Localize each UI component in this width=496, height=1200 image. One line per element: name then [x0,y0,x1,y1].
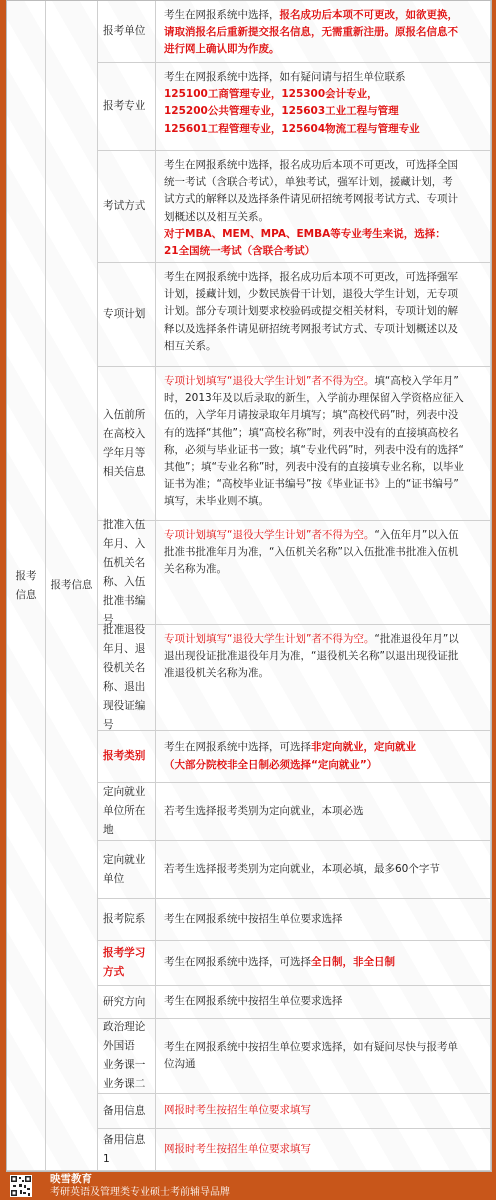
info-table [6,0,492,1172]
row-value: 考生在网报系统中按招生单位要求选择，如有疑问尽快与报考单 位沟通 [156,1019,491,1094]
row-label: 报考专业 [98,63,156,151]
row-value: 网报时考生按招生单位要求填写 [156,1129,491,1171]
row-label: 报考学习 方式 [98,941,156,986]
group-cell-level1: 报考 信息 [7,1,46,1171]
row-value: 考生在网报系统中选择，报名成功后本项不可更改，可选择全国 统一考试（含联合考试），单独考试，强军计划，援藏计划，考 试方式的解释以及选择条件请见研招统考网报考试方式、专项计 划概述以及相互关系。 对于MBA、MEM、MPA、EMBA等专业考生来说，选择： 21全国统一考试（含联合考试） [156,151,491,263]
row-label: 专项计划 [98,263,156,367]
row-value: 专项计划填写“退役大学生计划”者不得为空。“入伍年月”以入伍 批准书批准年月为准，“入伍机关名称”以入伍批准书批准入伍机 关名称为准。 [156,521,491,625]
row-label: 考试方式 [98,151,156,263]
row-label: 批准入伍 年月、入 伍机关名 称、入伍 批准书编 号 [98,521,156,625]
row-value: 考生在网报系统中选择，如有疑问请与招生单位联系 125100工商管理专业，125300会计专业， 125200公共管理专业，125603工业工程与管理 125601工程管理专业，125604物流工程与管理专业 [156,63,491,151]
row-value: 考生在网报系统中选择，报名成功后本项不可更改，如欲更换， 请取消报名后重新提交报名信息，无需重新注册。原报名信息不 进行网上确认即为作废。 [156,1,491,63]
row-value: 考生在网报系统中选择，可选择非定向就业，定向就业 （大部分院校非全日制必须选择“定向就业”） [156,731,491,783]
footer-bar [0,1172,496,1200]
row-value: 考生在网报系统中按招生单位要求选择 [156,899,491,941]
qr-code-icon [10,1175,32,1197]
row-label: 定向就业 单位 [98,841,156,899]
row-label: 批准退役 年月、退 役机关名 称、退出 现役证编 号 [98,625,156,731]
footer-slogan: 考研英语及管理类专业硕士考前辅导品牌 [50,1187,230,1198]
row-label: 定向就业 单位所在 地 [98,783,156,841]
row-value: 专项计划填写“退役大学生计划”者不得为空。“批准退役年月”以 退出现役证批准退役年月为准，“退役机关名称”以退出现役证批 准退役机关名称为准。 [156,625,491,731]
row-label: 报考单位 [98,1,156,63]
row-label: 入伍前所 在高校入 学年月等 相关信息 [98,367,156,521]
row-value: 考生在网报系统中选择，报名成功后本项不可更改，可选择强军 计划，援藏计划，少数民族骨干计划，退役大学生计划，无专项 计划。部分专项计划要求校验码或提交相关材料，专项计划的解 释以及选择条件请见研招统考网报考试方式、专项计划概述以及 相互关系。 [156,263,491,367]
row-value: 专项计划填写“退役大学生计划”者不得为空。填“高校入学年月” 时，2013年及以后录取的新生，入学前办理保留入学资格应征入 伍的，入学年月请按录取年月填写；填“高校代码”时，列表中没 有的选择“其他”；填“高校名称”时，列表中没有的直接填高校名 称，必须与毕业证书一致；填“专业代码”时，列表中没有的选择“ 其他”；填“专业名称”时，列表中没有的直接填专业名称，以毕业 证书为准；“高校毕业证书编号”按《毕业证书》上的“证书编号” 填写，未毕业则不填。 [156,367,491,521]
row-value: 考生在网报系统中选择，可选择全日制，非全日制 [156,941,491,986]
row-label: 备用信息 [98,1094,156,1129]
footer-brand: 映雪教育 [50,1173,92,1185]
row-label: 报考院系 [98,899,156,941]
row-value: 若考生选择报考类别为定向就业，本项必填，最多60个字节 [156,841,491,899]
group-cell-level2: 报考信息 [46,1,98,1171]
row-value: 若考生选择报考类别为定向就业，本项必选 [156,783,491,841]
row-label: 备用信息1 [98,1129,156,1171]
row-value: 网报时考生按招生单位要求填写 [156,1094,491,1129]
row-label: 政治理论 外国语 业务课一 业务课二 [98,1019,156,1094]
row-label: 报考类别 [98,731,156,783]
row-value: 考生在网报系统中按招生单位要求选择 [156,986,491,1019]
row-label: 研究方向 [98,986,156,1019]
